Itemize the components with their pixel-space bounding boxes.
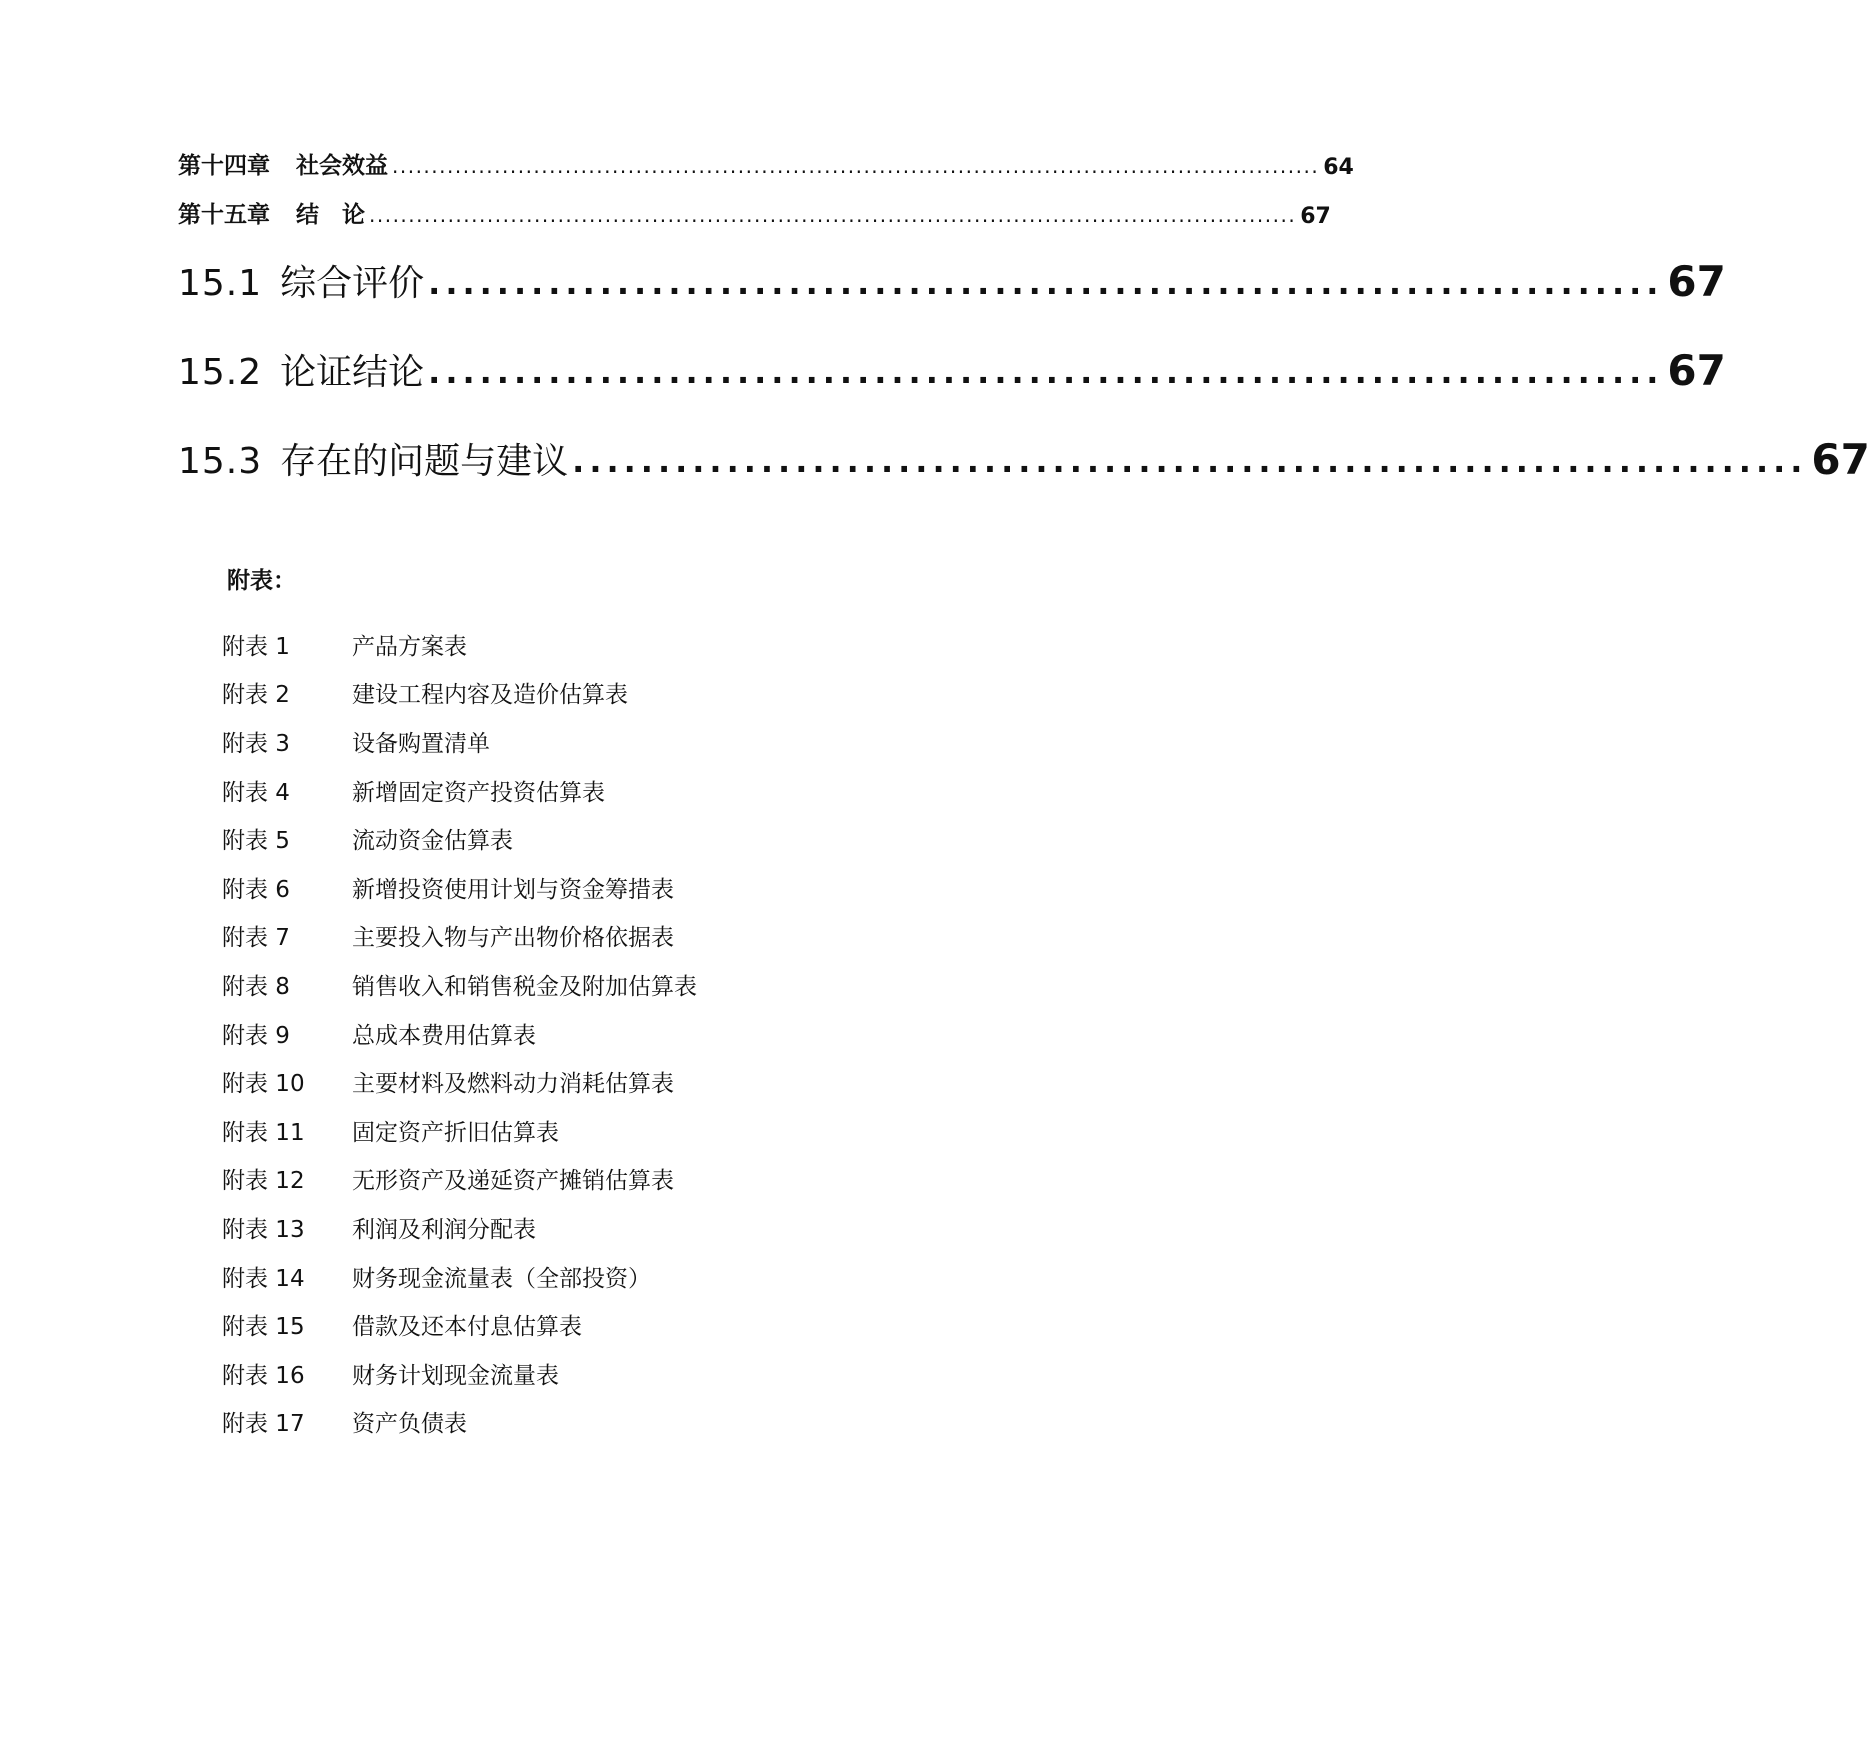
page-number: 67 bbox=[1667, 346, 1726, 395]
appendix-number: 附表 14 bbox=[222, 1265, 305, 1292]
appendix-title: 新增固定资产投资估算表 bbox=[352, 779, 605, 806]
toc-section-15-2[interactable] bbox=[178, 341, 1726, 395]
appendix-item bbox=[222, 766, 697, 815]
appendix-title: 财务计划现金流量表 bbox=[352, 1362, 559, 1389]
toc-chapter-label bbox=[178, 147, 388, 180]
toc-section-15-1[interactable] bbox=[178, 252, 1726, 306]
appendix-title: 主要材料及燃料动力消耗估算表 bbox=[352, 1071, 674, 1098]
appendix-title: 固定资产折旧估算表 bbox=[352, 1119, 559, 1146]
appendix-title: 无形资产及递延资产摊销估算表 bbox=[352, 1168, 674, 1195]
appendix-title: 产品方案表 bbox=[352, 633, 467, 660]
appendix-item bbox=[222, 1349, 697, 1398]
appendix-title: 借款及还本付息估算表 bbox=[352, 1314, 582, 1341]
section-title: 论证结论 bbox=[280, 352, 425, 393]
appendix-title: 设备购置清单 bbox=[352, 730, 490, 757]
appendix-number: 附表 15 bbox=[222, 1314, 305, 1341]
appendix-number: 附表 16 bbox=[222, 1362, 305, 1389]
toc-section-label bbox=[178, 344, 424, 395]
chapter-title: 社会效益 bbox=[296, 153, 388, 179]
section-number: 15.2 bbox=[178, 352, 263, 393]
page-number: 67 bbox=[1300, 204, 1331, 229]
page-number: 67 bbox=[1811, 435, 1870, 484]
dot-leader: ...................................................................................................................... bbox=[392, 154, 1320, 178]
appendix-number: 附表 4 bbox=[222, 779, 290, 806]
section-title: 综合评价 bbox=[280, 263, 425, 304]
section-number: 15.1 bbox=[178, 263, 263, 304]
appendix-number: 附表 8 bbox=[222, 973, 290, 1000]
appendix-number: 附表 11 bbox=[222, 1119, 305, 1146]
appendix-number: 附表 1 bbox=[222, 633, 290, 660]
appendix-item bbox=[222, 1009, 697, 1058]
appendix-item bbox=[222, 912, 697, 961]
appendix-number: 附表 6 bbox=[222, 876, 290, 903]
appendix-title: 主要投入物与产出物价格依据表 bbox=[352, 925, 674, 952]
appendix-item bbox=[222, 620, 697, 669]
chapter-number: 第十五章 bbox=[178, 202, 270, 228]
toc-chapter-15[interactable] bbox=[178, 197, 1331, 229]
appendix-number: 附表 9 bbox=[222, 1022, 290, 1049]
dot-leader: ...................................................................................................................... bbox=[369, 203, 1297, 227]
toc-section-label bbox=[178, 433, 568, 484]
appendix-number: 附表 17 bbox=[222, 1411, 305, 1438]
appendix-number: 附表 7 bbox=[222, 925, 290, 952]
dot-leader: ........................................................................ bbox=[572, 442, 1808, 480]
appendix-item bbox=[222, 669, 697, 718]
appendix-title: 新增投资使用计划与资金筹措表 bbox=[352, 876, 674, 903]
appendix-item bbox=[222, 717, 697, 766]
appendix-title: 财务现金流量表（全部投资） bbox=[352, 1265, 651, 1292]
appendix-list bbox=[222, 620, 697, 1446]
dot-leader: ........................................................................ bbox=[428, 353, 1664, 391]
appendix-number: 附表 3 bbox=[222, 730, 290, 757]
appendix-number: 附表 5 bbox=[222, 828, 290, 855]
page-number: 64 bbox=[1323, 155, 1354, 180]
appendix-item bbox=[222, 814, 697, 863]
section-number: 15.3 bbox=[178, 441, 263, 482]
appendix-item bbox=[222, 1398, 697, 1447]
page-number: 67 bbox=[1667, 257, 1726, 306]
appendix-title: 资产负债表 bbox=[352, 1411, 467, 1438]
chapter-title: 结 论 bbox=[296, 202, 365, 228]
appendix-title: 利润及利润分配表 bbox=[352, 1216, 536, 1243]
toc-chapter-label bbox=[178, 196, 365, 229]
chapter-number: 第十四章 bbox=[178, 153, 270, 179]
appendix-title: 总成本费用估算表 bbox=[352, 1022, 536, 1049]
appendix-number: 附表 12 bbox=[222, 1168, 305, 1195]
appendix-title: 建设工程内容及造价估算表 bbox=[352, 682, 628, 709]
section-title: 存在的问题与建议 bbox=[280, 441, 569, 482]
toc-chapter-14[interactable] bbox=[178, 148, 1354, 180]
toc-section-15-3[interactable] bbox=[178, 430, 1870, 484]
appendix-item bbox=[222, 863, 697, 912]
appendix-title: 流动资金估算表 bbox=[352, 828, 513, 855]
appendix-item bbox=[222, 1155, 697, 1204]
appendix-heading: 附表： bbox=[227, 568, 296, 594]
dot-leader: ........................................................................ bbox=[428, 264, 1664, 302]
appendix-number: 附表 2 bbox=[222, 682, 290, 709]
appendix-item bbox=[222, 1057, 697, 1106]
appendix-item bbox=[222, 1203, 697, 1252]
appendix-item bbox=[222, 1106, 697, 1155]
appendix-item bbox=[222, 1252, 697, 1301]
toc-section-label bbox=[178, 255, 424, 306]
appendix-number: 附表 13 bbox=[222, 1216, 305, 1243]
appendix-item bbox=[222, 1300, 697, 1349]
appendix-title: 销售收入和销售税金及附加估算表 bbox=[352, 973, 697, 1000]
appendix-number: 附表 10 bbox=[222, 1071, 305, 1098]
appendix-item bbox=[222, 960, 697, 1009]
